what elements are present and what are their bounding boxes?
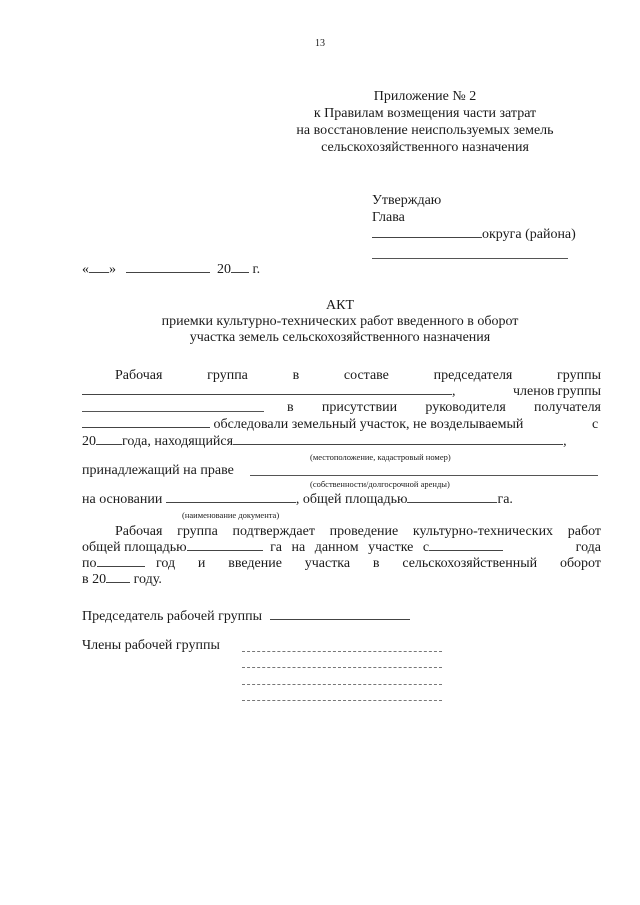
act-title: АКТ — [326, 298, 354, 313]
appendix-line-4: сельскохозяйственного назначения — [321, 140, 529, 155]
day-blank[interactable] — [89, 262, 109, 273]
word: и — [197, 556, 206, 571]
year-word: года — [575, 540, 601, 555]
word: в — [287, 400, 294, 415]
para2-line3-start — [82, 556, 145, 572]
word: группы — [557, 368, 601, 383]
district-line — [372, 227, 576, 243]
word: год — [156, 556, 176, 571]
survey-text: обследовали земельный участок, не возделываемый — [213, 417, 524, 432]
month-blank[interactable] — [126, 262, 210, 273]
word: оборот — [559, 556, 601, 571]
word: сельскохозяйственный — [402, 556, 538, 571]
basis-label: на основании — [82, 492, 163, 507]
area-label: общей площадью — [82, 540, 187, 555]
word: участка — [304, 556, 351, 571]
location-blank[interactable] — [233, 434, 563, 445]
comma: , — [563, 434, 567, 449]
chairman-blank[interactable] — [82, 384, 452, 395]
comma: , — [452, 384, 456, 399]
head-signature-blank[interactable] — [372, 258, 568, 259]
right-blank[interactable] — [250, 475, 598, 476]
word: председателя — [433, 368, 513, 383]
ha-on-plot-text: га на данном участке с — [270, 540, 430, 555]
para1-line4 — [82, 417, 523, 433]
member-signature-blank-4[interactable] — [242, 700, 442, 701]
chair-signature-row — [82, 609, 410, 625]
total-area-blank[interactable] — [187, 540, 263, 551]
page-number: 13 — [315, 38, 325, 49]
para2-line3 — [156, 556, 601, 572]
document-blank[interactable] — [166, 492, 296, 503]
year-suffix: г. — [252, 262, 261, 277]
appendix-line-1: Приложение № 2 — [373, 89, 477, 104]
word: введение — [228, 556, 282, 571]
chair-label: Председатель рабочей группы — [82, 609, 263, 624]
members-label: Члены рабочей группы — [82, 638, 220, 653]
area-label: , общей площадью — [295, 492, 408, 507]
member-signature-blank-2[interactable] — [242, 667, 442, 668]
members-signature-row — [82, 638, 220, 654]
from-date-blank[interactable] — [429, 540, 503, 551]
to-word: по — [82, 556, 97, 571]
word: группа — [207, 368, 248, 383]
year-prefix: 20 — [217, 262, 231, 277]
para1-line6 — [82, 463, 234, 479]
close-quote: » — [109, 262, 116, 277]
hectare-unit: га. — [497, 492, 513, 507]
group-word: группы — [557, 384, 601, 399]
word: получателя — [534, 400, 601, 415]
chair-signature-blank[interactable] — [270, 609, 410, 620]
para1-line2 — [82, 384, 456, 400]
year-blank[interactable] — [231, 262, 249, 273]
para1-line1 — [115, 368, 601, 384]
para2-line4 — [82, 572, 162, 588]
to-date-blank[interactable] — [97, 556, 145, 567]
para2-line1: Рабочая группа подтверждает проведение культурно-технических работ — [115, 524, 601, 539]
year-suffix: году. — [133, 572, 162, 587]
para1-line5 — [82, 434, 567, 450]
date-line — [82, 262, 260, 278]
ownership-label: принадлежащий на праве — [82, 463, 234, 478]
recipient-blank[interactable] — [82, 417, 210, 428]
word: руководителя — [425, 400, 506, 415]
open-quote: « — [82, 262, 89, 277]
members-blank[interactable] — [82, 411, 264, 412]
caption-location: (местоположение, кадастровый номер) — [310, 452, 451, 462]
para2-line2 — [82, 540, 503, 556]
word: в — [372, 556, 380, 571]
appendix-line-3: на восстановление неиспользуемых земель — [296, 123, 554, 138]
member-signature-blank-3[interactable] — [242, 684, 442, 685]
approve-label: Утверждаю — [372, 193, 442, 208]
word: присутствии — [321, 400, 398, 415]
act-subtitle-2: участка земель сельскохозяйственного назначения — [189, 330, 491, 345]
appendix-line-2: к Правилам возмещения части затрат — [313, 106, 537, 121]
word: Рабочая — [115, 368, 163, 383]
from-word: с — [592, 417, 599, 432]
head-label: Глава — [372, 210, 405, 225]
start-year-blank[interactable] — [96, 434, 122, 445]
commissioning-year-blank[interactable] — [106, 572, 130, 583]
district-suffix: округа (района) — [482, 227, 576, 242]
word: составе — [343, 368, 389, 383]
word: в — [292, 368, 300, 383]
year-prefix: 20 — [82, 434, 96, 449]
year-prefix: в 20 — [82, 572, 107, 587]
act-subtitle-1: приемки культурно-технических работ введенного в оборот — [161, 314, 519, 329]
para1-line3 — [287, 400, 601, 416]
caption-right: (собственности/долгосрочной аренды) — [310, 479, 450, 489]
member-signature-blank-1[interactable] — [242, 651, 442, 652]
para1-line7 — [82, 492, 513, 508]
location-label: года, находящийся — [122, 434, 234, 449]
district-name-blank[interactable] — [372, 227, 482, 238]
area-blank[interactable] — [407, 492, 497, 503]
caption-doc: (наименование документа) — [182, 510, 280, 520]
members-word: членов — [513, 384, 555, 399]
